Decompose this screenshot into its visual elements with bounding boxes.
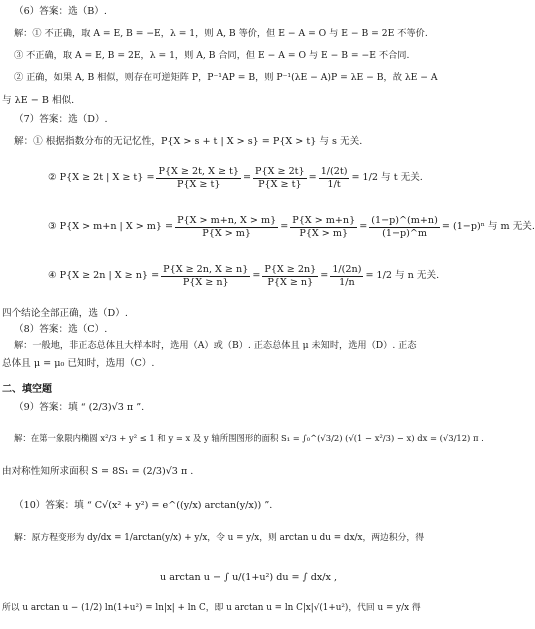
eq3-f3-num: (1−p)^(m+n) xyxy=(371,214,438,226)
q10-solution-2: u arctan u − ∫ u/(1+u²) du = ∫ dx/x , xyxy=(160,572,337,583)
section-heading-fill-in: 二、填空题 xyxy=(2,384,52,395)
eq2-fraction-1 xyxy=(156,166,241,191)
eq4-fraction-1 xyxy=(161,264,250,289)
q6-answer: （6）答案：选（B）. xyxy=(14,6,107,17)
eq3-lhs: ③ P{X > m+n | X > m} = xyxy=(48,221,174,232)
eq3-fraction-1 xyxy=(175,215,278,240)
eq2-end: = 1/2 与 t 无关. xyxy=(351,172,423,183)
q7-equation-2: ② P{X ≥ 2t | X ≥ t} = $\frac{P\{X \ge 2t, X \ge t\}}{P\{X \ge t\}}$ = $\frac{P\{X \ge 2t\}}{P\{X \ge t\}}$ = $\frac{1/(2t)}{1/t}$ = 1/2 与 t 无关. xyxy=(48,165,423,190)
q10-answer: （10）答案：填 “ C√(x² + y²) = e^((y/x) arctan(y/x)) ”. xyxy=(14,500,273,511)
q9-solution-1: 解：在第一象限内椭圆 x²/3 + y² ≤ 1 和 y = x 及 y 轴所围图形的面积 S₁ = ∫₀^(√3/2) (√(1 − x²/3) − x) dx = (√3/12) π . xyxy=(14,433,484,443)
eq4-lhs: ④ P{X ≥ 2n | X ≥ n} = xyxy=(48,270,160,281)
q6-solution-2b: 与 λE − B 相似. xyxy=(2,95,75,106)
eq4-f3-den: 1/n xyxy=(339,276,355,288)
q7-equation-3: ③ P{X > m+n | X > m} = $\frac{P\{X > m+n, X > m\}}{P\{X > m\}}$ = $\frac{P\{X > m+n\}}{P\{X > m\}}$ = $\frac{(1-p)\^{}(m+n)}{(1-p)\^{}m}$ = (1−p)ⁿ 与 m 无关. xyxy=(48,214,535,239)
q10-solution-3: 所以 u arctan u − (1/2) ln(1+u²) = ln|x| + ln C，即 u arctan u = ln C|x|√(1+u²)，代回 u = y/x 得 xyxy=(2,603,421,613)
eq4-f2-den: P{X ≥ n} xyxy=(267,276,314,288)
q9-answer: （9）答案：填 “ (2/3)√3 π ”. xyxy=(14,402,145,413)
eq2-lhs: ② P{X ≥ 2t | X ≥ t} = xyxy=(48,172,155,183)
q6-solution-3: ③ 不正确，取 A = E, B = 2E，λ = 1，则 A, B 合同，但 E − A = O 与 E − B = −E 不合同. xyxy=(14,50,410,61)
q8-solution-1: 解：一般地，非正态总体且大样本时，选用（A）或（B）. 正态总体且 μ 未知时，选用（D）. 正态 xyxy=(14,340,417,351)
eq3-f2-den: P{X > m} xyxy=(299,227,349,239)
eq4-fraction-3 xyxy=(330,264,363,289)
eq4-f1-den: P{X ≥ n} xyxy=(182,276,229,288)
eq3-fraction-2 xyxy=(290,215,357,240)
q10-solution-1: 解：原方程变形为 dy/dx = 1/arctan(y/x) + y/x，令 u = y/x，则 arctan u du = dx/x，两边积分，得 xyxy=(14,533,425,543)
q6-solution-2: ② 正确，如果 A, B 相似，则存在可逆矩阵 P，P⁻¹AP = B，则 P⁻¹(λE − A)P = λE − B，故 λE − A xyxy=(14,72,438,83)
eq2-fraction-2 xyxy=(253,166,307,191)
q7-answer: （7）答案：选（D）. xyxy=(14,114,108,125)
eq2-f3-num: 1/(2t) xyxy=(320,165,348,177)
q7-conclusion: 四个结论全部正确，选（D）. xyxy=(2,308,128,319)
q7-equation-4: ④ P{X ≥ 2n | X ≥ n} = $\frac{P\{X \ge 2n, X \ge n\}}{P\{X \ge n\}}$ = $\frac{P\{X \ge 2n\}}{P\{X \ge n\}}$ = $\frac{1/(2n)}{1/n}$ = 1/2 与 n 无关. xyxy=(48,263,440,288)
eq3-f2-num: P{X > m+n} xyxy=(292,214,356,226)
eq3-f1-den: P{X > m} xyxy=(202,227,252,239)
eq3-f1-num: P{X > m+n, X > m} xyxy=(177,214,277,226)
eq2-f1-num: P{X ≥ 2t, X ≥ t} xyxy=(158,165,239,177)
eq2-f2-num: P{X ≥ 2t} xyxy=(255,165,305,177)
q8-solution-2: 总体且 μ = μ₀ 已知时，选用（C）. xyxy=(2,358,155,369)
q9-solution-2: 由对称性知所求面积 S = 8S₁ = (2/3)√3 π . xyxy=(2,466,194,477)
eq2-f3-den: 1/t xyxy=(327,178,341,190)
eq4-f3-num: 1/(2n) xyxy=(332,263,362,275)
q6-solution-1: 解：① 不正确，取 A = E, B = −E，λ = 1，则 A, B 等价，但 E − A = O 与 E − B = 2E 不等价. xyxy=(14,28,428,39)
eq3-fraction-3 xyxy=(369,215,440,240)
eq4-fraction-2 xyxy=(262,264,318,289)
q8-answer: （8）答案：选（C）. xyxy=(14,324,108,335)
eq3-f3-den: (1−p)^m xyxy=(382,227,427,239)
eq4-f1-num: P{X ≥ 2n, X ≥ n} xyxy=(163,263,249,275)
eq4-f2-num: P{X ≥ 2n} xyxy=(264,263,317,275)
eq2-f1-den: P{X ≥ t} xyxy=(176,178,221,190)
eq2-fraction-3 xyxy=(319,166,350,191)
eq4-end: = 1/2 与 n 无关. xyxy=(365,270,440,281)
eq3-end: = (1−p)ⁿ 与 m 无关. xyxy=(441,221,535,232)
eq2-f2-den: P{X ≥ t} xyxy=(258,178,302,190)
q7-solution-1: 解：① 根据指数分布的无记忆性，P{X > s + t | X > s} = P{X > t} 与 s 无关. xyxy=(14,136,363,147)
